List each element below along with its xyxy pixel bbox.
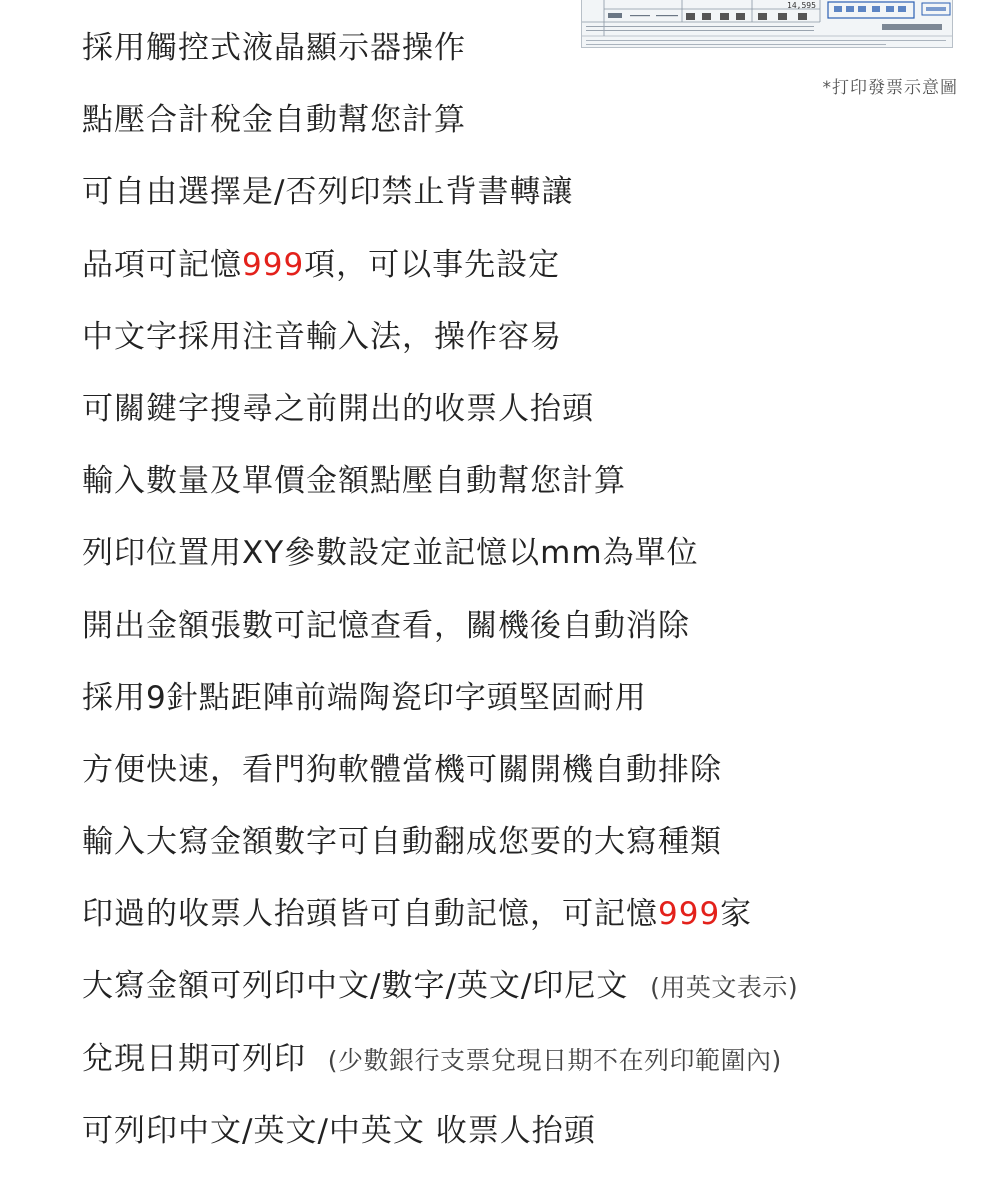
feature-text: 點壓合計稅金自動幫您計算: [82, 102, 466, 139]
feature-text: 開出金額張數可記憶查看，關機後自動消除: [82, 607, 690, 644]
feature-line: [82, 604, 798, 676]
feature-line: [82, 315, 798, 387]
feature-line: [82, 748, 798, 820]
feature-text: 項，可以事先設定: [304, 246, 561, 283]
feature-text: 輸入數量及單價金額點壓自動幫您計算: [82, 463, 626, 500]
feature-text: 可自由選擇是/否列印禁止背書轉讓: [82, 174, 574, 211]
feature-text: 大寫金額可列印中文/數字/英文/印尼文: [82, 968, 629, 1005]
feature-text: 可關鍵字搜尋之前開出的收票人抬頭: [82, 390, 594, 427]
feature-line: [82, 170, 798, 242]
feature-line: [82, 676, 798, 748]
invoice-preview-caption: *打印發票示意圖: [822, 78, 958, 98]
feature-text: 採用觸控式液晶顯示器操作: [82, 30, 466, 66]
feature-text: 輸入大寫金額數字可自動翻成您要的大寫種類: [82, 824, 722, 861]
feature-text: 品項可記憶: [82, 246, 242, 283]
feature-text: 印過的收票人抬頭皆可自動記憶，可記憶: [82, 896, 658, 933]
feature-line: [82, 387, 798, 459]
feature-line: [82, 459, 798, 531]
feature-text: 列印位置用XY參數設定並記憶以mm為單位: [82, 535, 699, 572]
feature-line: [82, 531, 798, 603]
feature-text: 採用9針點距陣前端陶瓷印字頭堅固耐用: [82, 679, 647, 716]
highlight-number: 999: [658, 896, 721, 933]
feature-text: 家: [720, 896, 753, 933]
feature-text: 中文字採用注音輸入法，操作容易: [82, 318, 562, 355]
feature-line: [82, 820, 798, 892]
feature-line: [82, 98, 798, 170]
feature-line: [82, 892, 798, 964]
feature-line: [82, 1037, 798, 1109]
feature-text: 方便快速，看門狗軟體當機可關開機自動排除: [82, 751, 722, 788]
feature-note: (用英文表示): [650, 973, 799, 1003]
feature-note: (少數銀行支票兌現日期不在列印範圍內): [327, 1045, 782, 1075]
invoice-total-amount: 14,595: [787, 1, 816, 10]
feature-list: [82, 26, 798, 1181]
feature-line: [82, 243, 798, 315]
feature-line: [82, 1109, 798, 1181]
feature-text: 兌現日期可列印: [82, 1040, 306, 1077]
feature-line: [82, 964, 798, 1036]
feature-line: [82, 26, 798, 98]
feature-text: 可列印中文/英文/中英文 收票人抬頭: [82, 1112, 596, 1149]
highlight-number: 999: [242, 246, 305, 283]
